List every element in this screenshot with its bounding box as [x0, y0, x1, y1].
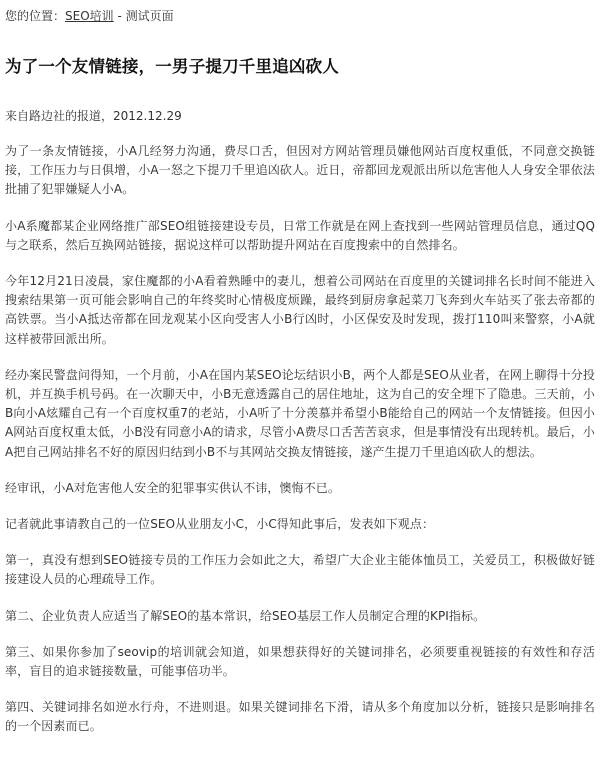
paragraph-incident: 今年12月21日凌晨，家住魔都的小A看着熟睡中的妻儿，想着公司网站在百度里的关键词排名长时间不能进入搜索结果第一页可能会影响自己的年终奖时心情极度烦躁，最终到厨房拿起菜刀飞奔到火车站买了张去帝都的高铁票。当小A抵达帝都在回龙观某小区向受害人小B行凶时，小区保安及时发现，拨打110叫来警察，小A就这样被带回派出所。 [5, 274, 595, 346]
paragraph-point-2: 第二、企业负责人应适当了解SEO的基本常识，给SEO基层工作人员制定合理的KPI指标。 [5, 608, 486, 623]
paragraph-expert-intro: 记者就此事请教自己的一位SEO从业朋友小C，小C得知此事后，发表如下观点： [5, 517, 435, 532]
breadcrumb [5, 7, 174, 25]
paragraph-point-4: 第四、关键词排名如逆水行舟，不进则退。如果关键词排名下滑，请从多个角度加以分析，链接只是影响排名的一个因素而已。 [5, 700, 595, 734]
publish-date: 2012.12.29 [113, 109, 182, 123]
breadcrumb-separator: - [113, 9, 126, 23]
breadcrumb-current: 测试页面 [125, 9, 174, 23]
source-label: 来自路边社的报道， [5, 109, 114, 123]
breadcrumb-link-seo-training[interactable]: SEO培训 [65, 9, 114, 23]
paragraph-investigation: 经办案民警盘问得知，一个月前，小A在国内某SEO论坛结识小B，两个人都是SEO从业者，在网上聊得十分投机，并互换手机号码。在一次聊天中，小B无意透露自己的居住地址，这为自己的安全埋下了隐患。三天前，小B向小A炫耀自己有一个百度权重7的老站，小A听了十分羡慕并希望小B能给自己的网站一个友情链接。但因小A网站百度权重太低，小B没有同意小A的请求，尽管小A费尽口舌苦苦哀求，但是事情没有出现转机。最后，小A把自己网站排名不好的原因归结到小B不与其网站交换友情链接，遂产生提刀千里追凶砍人的想法。 [5, 367, 595, 459]
article-title: 为了一个友情链接，一男子提刀千里追凶砍人 [5, 57, 339, 76]
paragraph-point-3: 第三、如果你参加了seovip的培训就会知道，如果想获得好的关键词排名，必须要重视链接的有效性和存活率，盲目的追求链接数量，可能事倍功半。 [5, 644, 595, 679]
breadcrumb-prefix: 您的位置： [5, 9, 66, 23]
paragraph-confession: 经审讯，小A对危害他人安全的犯罪事实供认不讳，懊悔不已。 [5, 480, 341, 495]
paragraph-intro: 为了一条友情链接，小A几经努力沟通，费尽口舌，但因对方网站管理员嫌他网站百度权重低，不同意交换链接，工作压力与日俱增，小A一怒之下提刀千里追凶砍人。近日，帝都回龙观派出所以危害他人人身安全罪依法批捕了犯罪嫌疑人小A。 [5, 144, 595, 197]
article-body [5, 142, 595, 754]
paragraph-background: 小A系魔都某企业网络推广部SEO组链接建设专员，日常工作就是在网上查找到一些网站管理员信息，通过QQ与之联系，然后互换网站链接，据说这样可以帮助提升网站在百度搜索中的自然排名。 [5, 218, 595, 252]
article-source [5, 107, 182, 125]
paragraph-point-1: 第一，真没有想到SEO链接专员的工作压力会如此之大，希望广大企业主能体恤员工，关爱员工，积极做好链接建设人员的心理疏导工作。 [5, 553, 595, 587]
